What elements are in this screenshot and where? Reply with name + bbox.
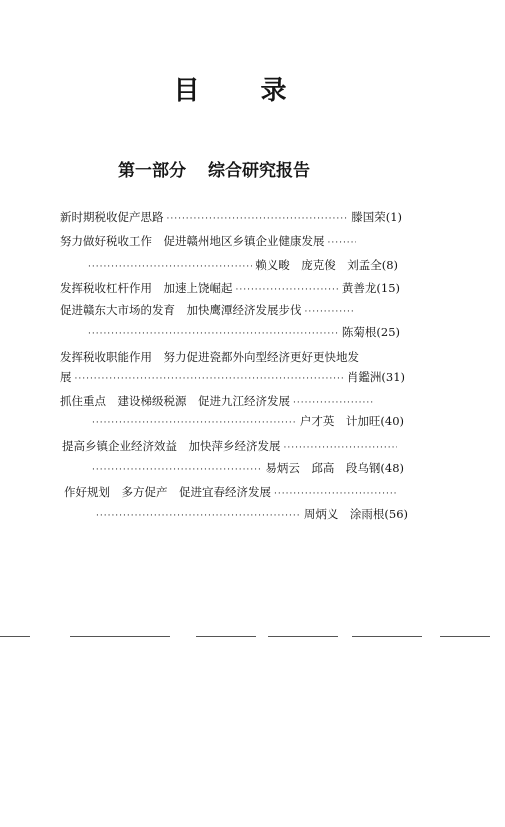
divider-line [0, 636, 30, 637]
toc-entry[interactable] [60, 232, 400, 250]
entry-page: (31) [381, 370, 405, 384]
toc-entry[interactable] [62, 437, 400, 455]
section-part: 第一部分 [118, 161, 186, 181]
entry-authors: 周炳义 涂雨根 [303, 507, 385, 521]
entry-title: 抓住重点 建设梯级税源 促进九江经济发展 [60, 394, 290, 408]
toc-entry[interactable] [60, 348, 405, 366]
divider-line [352, 636, 422, 637]
entry-title: 努力做好税收工作 促进赣州地区乡镇企业健康发展 [60, 234, 325, 248]
divider-line [268, 636, 338, 637]
leader-dots [328, 234, 356, 252]
entry-page: (15) [376, 281, 400, 295]
entry-title: 新时期税收促产思路 [60, 210, 164, 224]
leader-dots [96, 507, 301, 525]
entry-authors: 户才英 计加旺 [299, 414, 381, 428]
entry-title: 促进赣东大市场的发育 加快鹰潭经济发展步伐 [60, 303, 302, 317]
entry-authors: 滕国荣 [351, 210, 386, 224]
divider-line [196, 636, 256, 637]
leader-dots [236, 281, 339, 299]
entry-authors: 陈菊根 [341, 325, 377, 339]
entry-authors: 黄善龙 [341, 281, 377, 295]
entry-authors: 赖义畯 庞克俊 刘孟全 [255, 258, 382, 272]
leader-dots [284, 439, 398, 457]
toc-entry-continuation [60, 368, 405, 386]
entry-title: 提高乡镇企业经济效益 加快萍乡经济发展 [62, 439, 281, 453]
section-name: 综合研究报告 [208, 161, 310, 181]
leader-dots [88, 325, 339, 343]
entry-authors: 肖鑑洲 [346, 370, 382, 384]
toc-entry-continuation [92, 412, 404, 430]
entry-page: (1) [385, 210, 402, 224]
entry-page: (48) [380, 461, 404, 475]
entry-page: (8) [381, 258, 398, 272]
toc-entry[interactable] [60, 392, 378, 410]
toc-entry-continuation [92, 459, 404, 477]
toc-entry[interactable] [60, 208, 402, 226]
divider-line [70, 636, 170, 637]
leader-dots [305, 303, 355, 321]
toc-entry-continuation [88, 256, 398, 274]
leader-dots [92, 461, 262, 479]
leader-dots [274, 485, 397, 503]
entry-page: (40) [380, 414, 404, 428]
divider-line [440, 636, 490, 637]
toc-entry-continuation [96, 505, 408, 523]
leader-dots [88, 258, 252, 276]
entry-title-continued: 展 [60, 370, 72, 384]
entry-page: (25) [376, 325, 400, 339]
toc-entry[interactable] [60, 301, 398, 319]
entry-title: 发挥税收杠杆作用 加速上饶崛起 [60, 281, 233, 295]
leader-dots [75, 370, 344, 388]
leader-dots [293, 394, 375, 412]
page-title: 目 录 [173, 76, 313, 106]
leader-dots [92, 414, 297, 432]
leader-dots [167, 210, 349, 228]
toc-entry-continuation [88, 323, 400, 341]
entry-authors: 易炳云 邱高 段乌钢 [265, 461, 381, 475]
toc-entry[interactable] [60, 279, 400, 297]
entry-title: 发挥税收职能作用 努力促进瓷都外向型经济更好更快地发 [60, 350, 359, 364]
entry-title: 作好规划 多方促产 促进宜春经济发展 [64, 485, 271, 499]
toc-entry[interactable] [64, 483, 400, 501]
entry-page: (56) [384, 507, 408, 521]
